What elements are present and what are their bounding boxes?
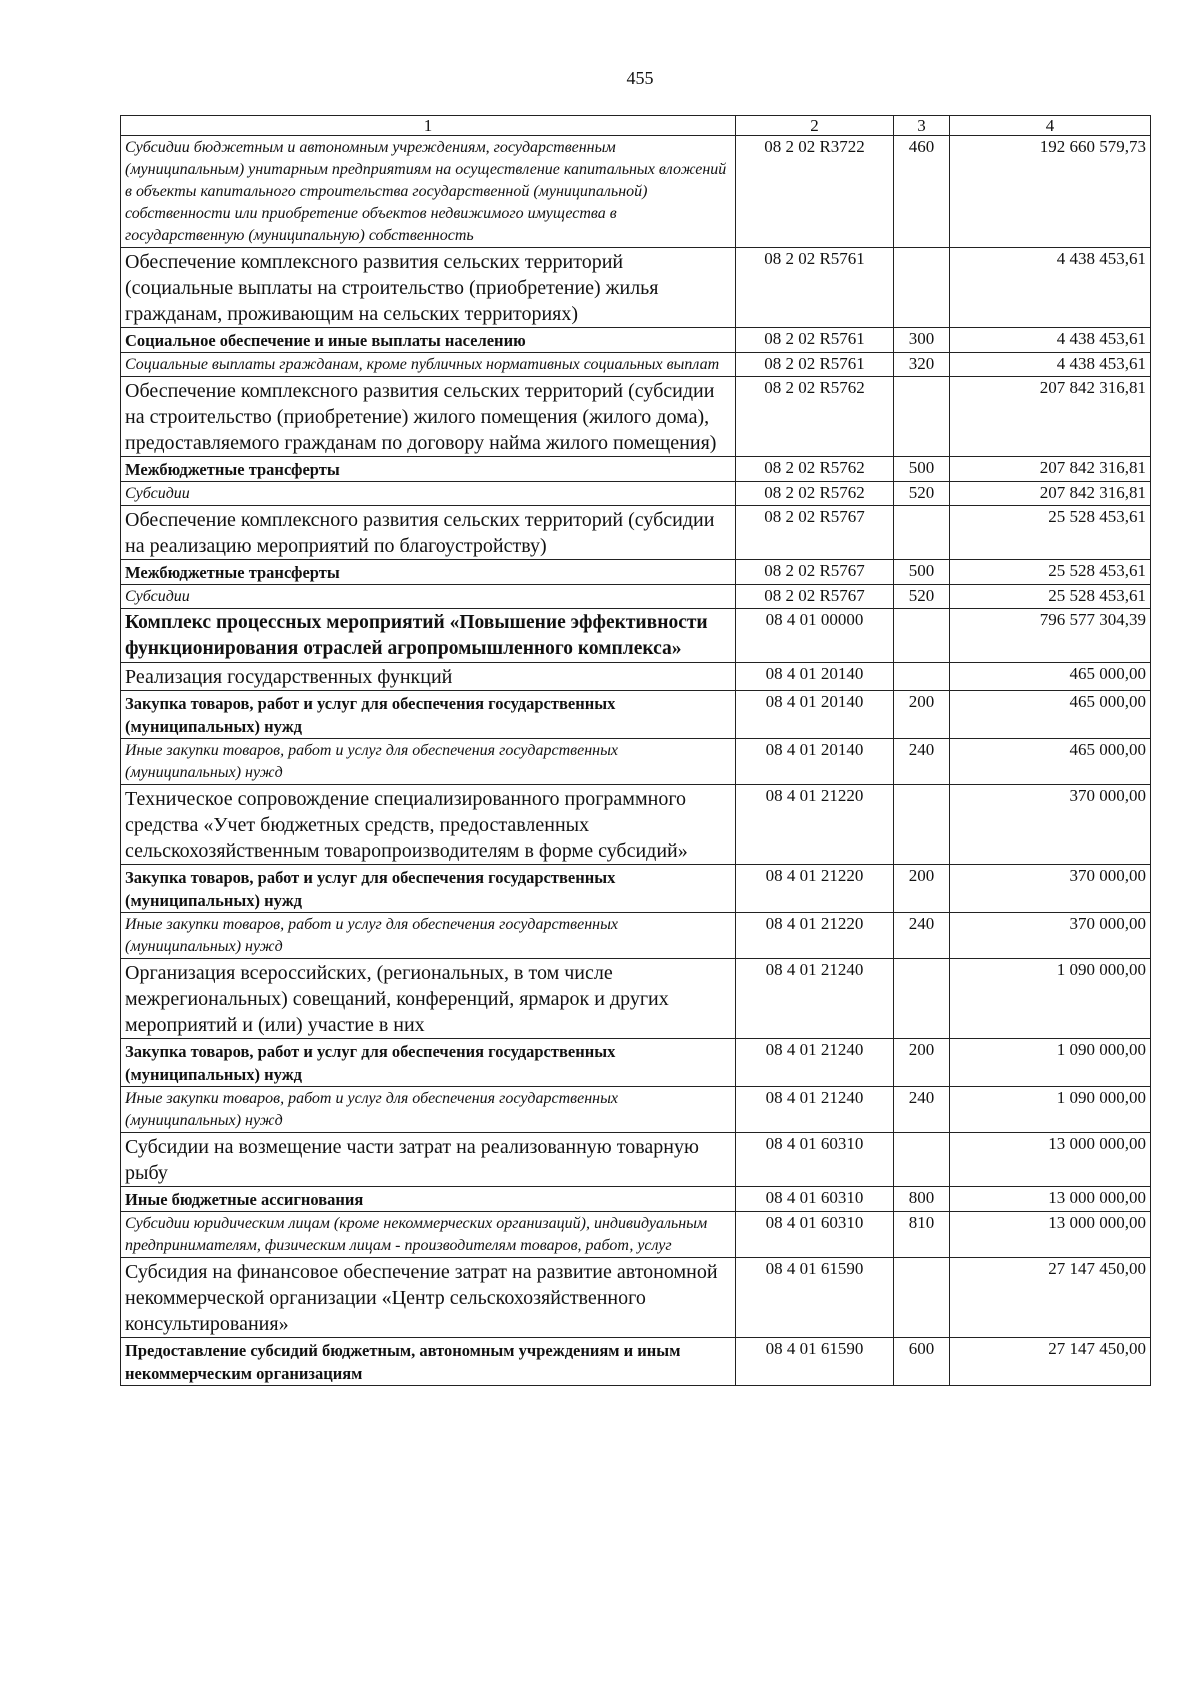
header-col-1: 1 xyxy=(121,116,736,136)
row-expense-type: 200 xyxy=(894,865,950,913)
row-expense-type: 200 xyxy=(894,1039,950,1087)
row-expense-type xyxy=(894,663,950,691)
row-amount: 4 438 453,61 xyxy=(950,248,1151,328)
header-col-4: 4 xyxy=(950,116,1151,136)
row-expense-type: 500 xyxy=(894,560,950,585)
row-code: 08 2 02 R5761 xyxy=(736,353,894,377)
row-expense-type: 240 xyxy=(894,913,950,959)
row-code: 08 4 01 21240 xyxy=(736,1039,894,1087)
row-name: Иные бюджетные ассигнования xyxy=(121,1187,736,1212)
row-expense-type xyxy=(894,377,950,457)
table-row xyxy=(121,1087,1151,1133)
row-name: Иные закупки товаров, работ и услуг для обеспечения государственных (муниципальных) нужд xyxy=(121,1087,736,1133)
row-expense-type: 800 xyxy=(894,1187,950,1212)
row-amount: 465 000,00 xyxy=(950,691,1151,739)
budget-table xyxy=(120,115,1151,1386)
row-name: Субсидии юридическим лицам (кроме некоммерческих организаций), индивидуальным предпринимателям, физическим лицам - производителям товаров, работ, услуг xyxy=(121,1212,736,1258)
row-name: Иные закупки товаров, работ и услуг для обеспечения государственных (муниципальных) нужд xyxy=(121,913,736,959)
row-expense-type: 600 xyxy=(894,1338,950,1386)
row-code: 08 2 02 R5767 xyxy=(736,560,894,585)
table-row xyxy=(121,1187,1151,1212)
row-amount: 1 090 000,00 xyxy=(950,959,1151,1039)
row-code: 08 4 01 00000 xyxy=(736,609,894,663)
row-code: 08 4 01 20140 xyxy=(736,663,894,691)
table-row xyxy=(121,913,1151,959)
table-row xyxy=(121,353,1151,377)
row-name: Межбюджетные трансферты xyxy=(121,457,736,482)
row-code: 08 4 01 20140 xyxy=(736,691,894,739)
row-expense-type xyxy=(894,959,950,1039)
row-code: 08 4 01 21220 xyxy=(736,865,894,913)
row-code: 08 2 02 R5762 xyxy=(736,377,894,457)
row-code: 08 4 01 21220 xyxy=(736,913,894,959)
table-row xyxy=(121,560,1151,585)
row-name: Субсидии xyxy=(121,482,736,506)
row-amount: 1 090 000,00 xyxy=(950,1039,1151,1087)
row-amount: 13 000 000,00 xyxy=(950,1133,1151,1187)
row-expense-type: 320 xyxy=(894,353,950,377)
row-amount: 192 660 579,73 xyxy=(950,136,1151,248)
header-col-3: 3 xyxy=(894,116,950,136)
row-code: 08 4 01 21240 xyxy=(736,1087,894,1133)
row-name: Субсидии на возмещение части затрат на реализованную товарную рыбу xyxy=(121,1133,736,1187)
row-expense-type xyxy=(894,785,950,865)
row-name: Субсидии xyxy=(121,585,736,609)
row-expense-type: 300 xyxy=(894,328,950,353)
table-row xyxy=(121,585,1151,609)
page-number: 455 xyxy=(626,68,654,88)
row-amount: 207 842 316,81 xyxy=(950,457,1151,482)
table-row xyxy=(121,739,1151,785)
row-code: 08 4 01 61590 xyxy=(736,1258,894,1338)
row-expense-type: 520 xyxy=(894,585,950,609)
row-code: 08 4 01 21220 xyxy=(736,785,894,865)
table-row xyxy=(121,377,1151,457)
table-row xyxy=(121,1258,1151,1338)
row-code: 08 4 01 21240 xyxy=(736,959,894,1039)
row-name: Закупка товаров, работ и услуг для обеспечения государственных (муниципальных) нужд xyxy=(121,691,736,739)
row-name: Организация всероссийских, (региональных, в том числе межрегиональных) совещаний, конференций, ярмарок и других мероприятий и (или) участие в них xyxy=(121,959,736,1039)
row-name: Обеспечение комплексного развития сельских территорий (социальные выплаты на строительство (приобретение) жилья гражданам, проживающим на сельских территориях) xyxy=(121,248,736,328)
row-amount: 370 000,00 xyxy=(950,913,1151,959)
table-row xyxy=(121,482,1151,506)
row-amount: 207 842 316,81 xyxy=(950,482,1151,506)
row-name: Обеспечение комплексного развития сельских территорий (субсидии на строительство (приобретение) жилого помещения (жилого дома), предоставляемого гражданам по договору найма жилого помещения) xyxy=(121,377,736,457)
table-row xyxy=(121,248,1151,328)
row-amount: 465 000,00 xyxy=(950,739,1151,785)
row-code: 08 4 01 60310 xyxy=(736,1187,894,1212)
row-expense-type: 500 xyxy=(894,457,950,482)
row-code: 08 4 01 20140 xyxy=(736,739,894,785)
row-code: 08 2 02 R5762 xyxy=(736,482,894,506)
row-code: 08 2 02 R5761 xyxy=(736,328,894,353)
row-amount: 207 842 316,81 xyxy=(950,377,1151,457)
row-name: Закупка товаров, работ и услуг для обеспечения государственных (муниципальных) нужд xyxy=(121,1039,736,1087)
row-expense-type: 520 xyxy=(894,482,950,506)
row-expense-type xyxy=(894,506,950,560)
table-row xyxy=(121,959,1151,1039)
row-amount: 25 528 453,61 xyxy=(950,560,1151,585)
table-row xyxy=(121,328,1151,353)
table-row xyxy=(121,136,1151,248)
row-expense-type xyxy=(894,1258,950,1338)
row-code: 08 2 02 R5761 xyxy=(736,248,894,328)
row-code: 08 2 02 R3722 xyxy=(736,136,894,248)
table-row xyxy=(121,609,1151,663)
table-row xyxy=(121,506,1151,560)
row-code: 08 2 02 R5767 xyxy=(736,585,894,609)
row-amount: 4 438 453,61 xyxy=(950,353,1151,377)
row-name: Закупка товаров, работ и услуг для обеспечения государственных (муниципальных) нужд xyxy=(121,865,736,913)
row-name: Субсидия на финансовое обеспечение затрат на развитие автономной некоммерческой организации «Центр сельскохозяйственного консультирования» xyxy=(121,1258,736,1338)
table-header-row xyxy=(121,116,1151,136)
header-col-2: 2 xyxy=(736,116,894,136)
row-name: Обеспечение комплексного развития сельских территорий (субсидии на реализацию мероприятий по благоустройству) xyxy=(121,506,736,560)
row-amount: 1 090 000,00 xyxy=(950,1087,1151,1133)
row-code: 08 4 01 61590 xyxy=(736,1338,894,1386)
row-amount: 27 147 450,00 xyxy=(950,1258,1151,1338)
row-name: Предоставление субсидий бюджетным, автономным учреждениям и иным некоммерческим организациям xyxy=(121,1338,736,1386)
row-code: 08 2 02 R5762 xyxy=(736,457,894,482)
row-name: Межбюджетные трансферты xyxy=(121,560,736,585)
row-name: Субсидии бюджетным и автономным учреждениям, государственным (муниципальным) унитарным предприятиям на осуществление капитальных вложений в объекты капитального строительства государственной (муниципальной) собственности или приобретение объектов недвижимого имущества в государственную (муниципальную) собственность xyxy=(121,136,736,248)
row-amount: 370 000,00 xyxy=(950,865,1151,913)
table-row xyxy=(121,865,1151,913)
row-name: Реализация государственных функций xyxy=(121,663,736,691)
row-amount: 13 000 000,00 xyxy=(950,1187,1151,1212)
row-expense-type: 240 xyxy=(894,1087,950,1133)
row-name: Социальные выплаты гражданам, кроме публичных нормативных социальных выплат xyxy=(121,353,736,377)
table-row xyxy=(121,457,1151,482)
row-expense-type: 460 xyxy=(894,136,950,248)
row-expense-type: 240 xyxy=(894,739,950,785)
table-row xyxy=(121,785,1151,865)
row-code: 08 4 01 60310 xyxy=(736,1212,894,1258)
table-row xyxy=(121,1133,1151,1187)
row-name: Техническое сопровождение специализированного программного средства «Учет бюджетных средств, предоставленных сельскохозяйственным товаропроизводителям в форме субсидий» xyxy=(121,785,736,865)
row-expense-type xyxy=(894,1133,950,1187)
table-row xyxy=(121,1338,1151,1386)
table-row xyxy=(121,663,1151,691)
table-row xyxy=(121,1212,1151,1258)
row-amount: 4 438 453,61 xyxy=(950,328,1151,353)
row-name: Социальное обеспечение и иные выплаты населению xyxy=(121,328,736,353)
row-amount: 465 000,00 xyxy=(950,663,1151,691)
row-amount: 25 528 453,61 xyxy=(950,506,1151,560)
row-code: 08 2 02 R5767 xyxy=(736,506,894,560)
row-expense-type xyxy=(894,609,950,663)
row-amount: 796 577 304,39 xyxy=(950,609,1151,663)
row-amount: 370 000,00 xyxy=(950,785,1151,865)
row-expense-type: 200 xyxy=(894,691,950,739)
row-expense-type: 810 xyxy=(894,1212,950,1258)
table-row xyxy=(121,691,1151,739)
row-expense-type xyxy=(894,248,950,328)
row-name: Комплекс процессных мероприятий «Повышение эффективности функционирования отраслей агропромышленного комплекса» xyxy=(121,609,736,663)
table-body xyxy=(121,136,1151,1386)
row-name: Иные закупки товаров, работ и услуг для обеспечения государственных (муниципальных) нужд xyxy=(121,739,736,785)
row-code: 08 4 01 60310 xyxy=(736,1133,894,1187)
row-amount: 25 528 453,61 xyxy=(950,585,1151,609)
table-row xyxy=(121,1039,1151,1087)
row-amount: 13 000 000,00 xyxy=(950,1212,1151,1258)
row-amount: 27 147 450,00 xyxy=(950,1338,1151,1386)
